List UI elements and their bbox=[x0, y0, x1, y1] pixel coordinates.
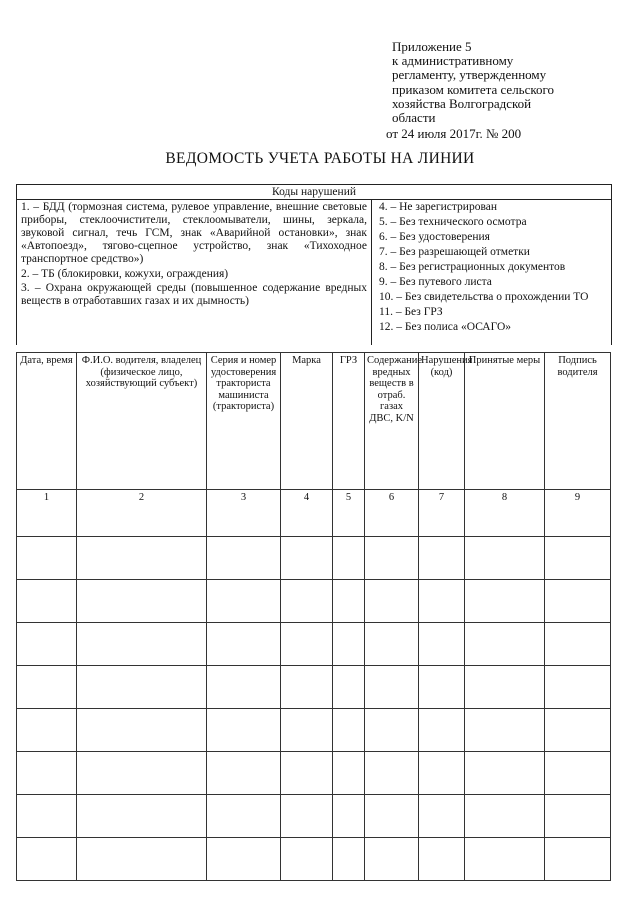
code-item: 2. – ТБ (блокировки, кожухи, ограждения) bbox=[21, 267, 229, 280]
column-number: 1 bbox=[17, 490, 77, 537]
column-header: Марка bbox=[281, 353, 333, 490]
column-header: Дата, время bbox=[17, 353, 77, 490]
work-log-table bbox=[16, 352, 611, 881]
column-header: Содержание вредных веществ в отраб. газах ДВС, K/N bbox=[365, 353, 419, 490]
code-item: 4. – Не зарегистрирован bbox=[379, 201, 497, 213]
appendix-date: от 24 июля 2017г. № 200 bbox=[386, 126, 522, 142]
appendix-line: хозяйства Волгоградской bbox=[392, 95, 532, 111]
column-number: 3 bbox=[207, 490, 281, 537]
column-header: Ф.И.О. водителя, владелец (физическое лицо, хозяйствующий субъект) bbox=[77, 353, 207, 490]
table-row bbox=[17, 623, 611, 666]
appendix-line: области bbox=[392, 110, 436, 126]
table-row bbox=[17, 537, 611, 580]
column-number: 7 bbox=[419, 490, 465, 537]
appendix-line: регламенту, утвержденному bbox=[392, 67, 547, 83]
code-item: 8. – Без регистрационных документов bbox=[379, 261, 566, 273]
column-number: 5 bbox=[333, 490, 365, 537]
table-row bbox=[17, 580, 611, 623]
table-row bbox=[17, 795, 611, 838]
table-row bbox=[17, 838, 611, 881]
appendix-block bbox=[386, 39, 628, 142]
appendix-line: к административному bbox=[392, 53, 514, 69]
code-item: 6. – Без удостоверения bbox=[379, 231, 490, 243]
column-number-row bbox=[17, 490, 611, 537]
violation-codes-right bbox=[373, 200, 611, 336]
appendix-line: Приложение 5 bbox=[392, 39, 472, 54]
table-row bbox=[17, 752, 611, 795]
code-item: 9. – Без путевого листа bbox=[379, 276, 492, 288]
code-item: 7. – Без разрешающей отметки bbox=[379, 246, 530, 258]
violation-codes-left bbox=[17, 200, 372, 345]
table-row bbox=[17, 666, 611, 709]
code-item: 10. – Без свидетельства о прохождении ТО bbox=[379, 291, 589, 303]
table-header-row bbox=[17, 353, 611, 490]
column-number: 6 bbox=[365, 490, 419, 537]
column-number: 2 bbox=[77, 490, 207, 537]
document-title: ВЕДОМОСТЬ УЧЕТА РАБОТЫ НА ЛИНИИ bbox=[165, 150, 475, 167]
table-row bbox=[17, 709, 611, 752]
code-item: 1. – БДД (тормозная система, рулевое управление, внешние световые приборы, стеклоочистители, стеклоомыватели, шины, зеркала, звуковой сигнал, течь ГСМ, знак «Аварийной остановки», знак «Автопоезд», тягово-сцепное устройство, знак «Тихоходное транспортное средство») bbox=[21, 201, 367, 265]
column-header: ГРЗ bbox=[333, 353, 365, 490]
code-item: 3. – Охрана окружающей среды (повышенное содержание вредных веществ в отработавших газах и их дымность) bbox=[21, 282, 367, 307]
column-header: Серия и номер удостоверения тракториста машиниста (тракториста) bbox=[207, 353, 281, 490]
appendix-line: приказом комитета сельского bbox=[392, 81, 555, 97]
column-header: Подпись водителя bbox=[545, 353, 611, 490]
code-item: 5. – Без технического осмотра bbox=[379, 216, 527, 228]
column-number: 4 bbox=[281, 490, 333, 537]
column-header: Принятые меры bbox=[465, 353, 545, 490]
column-number: 9 bbox=[545, 490, 611, 537]
violation-codes-header: Коды нарушений bbox=[17, 185, 611, 200]
column-number: 8 bbox=[465, 490, 545, 537]
column-header: Нарушения (код) bbox=[419, 353, 465, 490]
violation-codes-box bbox=[16, 184, 612, 345]
code-item: 11. – Без ГРЗ bbox=[379, 306, 443, 318]
code-item: 12. – Без полиса «ОСАГО» bbox=[379, 321, 512, 333]
